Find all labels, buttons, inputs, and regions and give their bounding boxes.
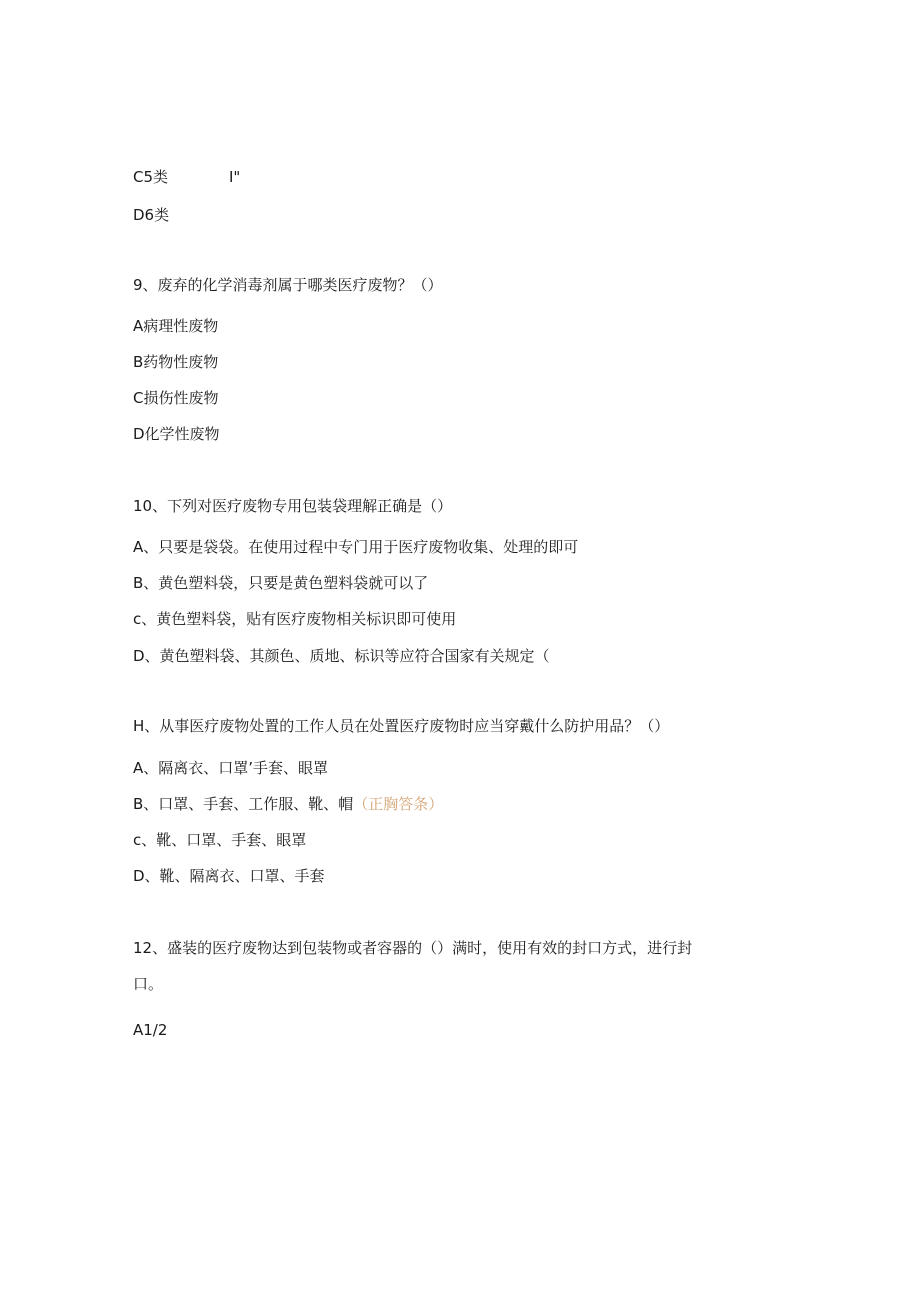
q11-option-a: A、隔离衣、口罩’手套、眼罩 [133, 759, 329, 777]
q9-option-a: A病理性废物 [133, 317, 219, 335]
answer-hint: （正胸答条） [353, 795, 444, 813]
q9-option-b: B药物性废物 [133, 353, 219, 371]
q9-option-c: C损伤性废物 [133, 389, 219, 407]
q9-question: 9、废弃的化学消毒剂属于哪类医疗废物？（） [133, 276, 443, 294]
q12-question-line1: 12、盛装的医疗废物达到包装物或者容器的（）满时，使用有效的封口方式，进行封 [133, 939, 693, 957]
q12-option-a: A1/2 [133, 1021, 168, 1039]
q11-question: H、从事医疗废物处置的工作人员在处置医疗废物时应当穿戴什么防护用品？（） [133, 717, 670, 735]
q11-option-d: D、靴、隔离衣、口罩、手套 [133, 867, 325, 885]
q10-question: 10、下列对医疗废物专用包装袋理解正确是（） [133, 497, 453, 515]
q12-question-line2: 口。 [133, 975, 164, 993]
q9-option-d: D化学性废物 [133, 425, 220, 443]
q11-option-b-text: B、口罩、手套、工作服、靴、帽 [133, 795, 354, 813]
q11-option-b [133, 794, 443, 814]
q10-option-b: B、黄色塑料袋，只要是黄色塑料袋就可以了 [133, 574, 429, 592]
q10-option-d: D、黄色塑料袋、其颜色、质地、标识等应符合国家有关规定（ [133, 647, 550, 665]
q10-option-c: c、黄色塑料袋，贴有医疗废物相关标识即可使用 [133, 610, 457, 628]
stray-mark: I" [229, 168, 241, 186]
q8-option-d: D6类 [133, 206, 170, 224]
q8-option-c: C5类 [133, 168, 169, 186]
q10-option-a: A、只要是袋袋。在使用过程中专门用于医疗废物收集、处理的即可 [133, 538, 579, 556]
q11-option-c: c、靴、口罩、手套、眼罩 [133, 831, 307, 849]
